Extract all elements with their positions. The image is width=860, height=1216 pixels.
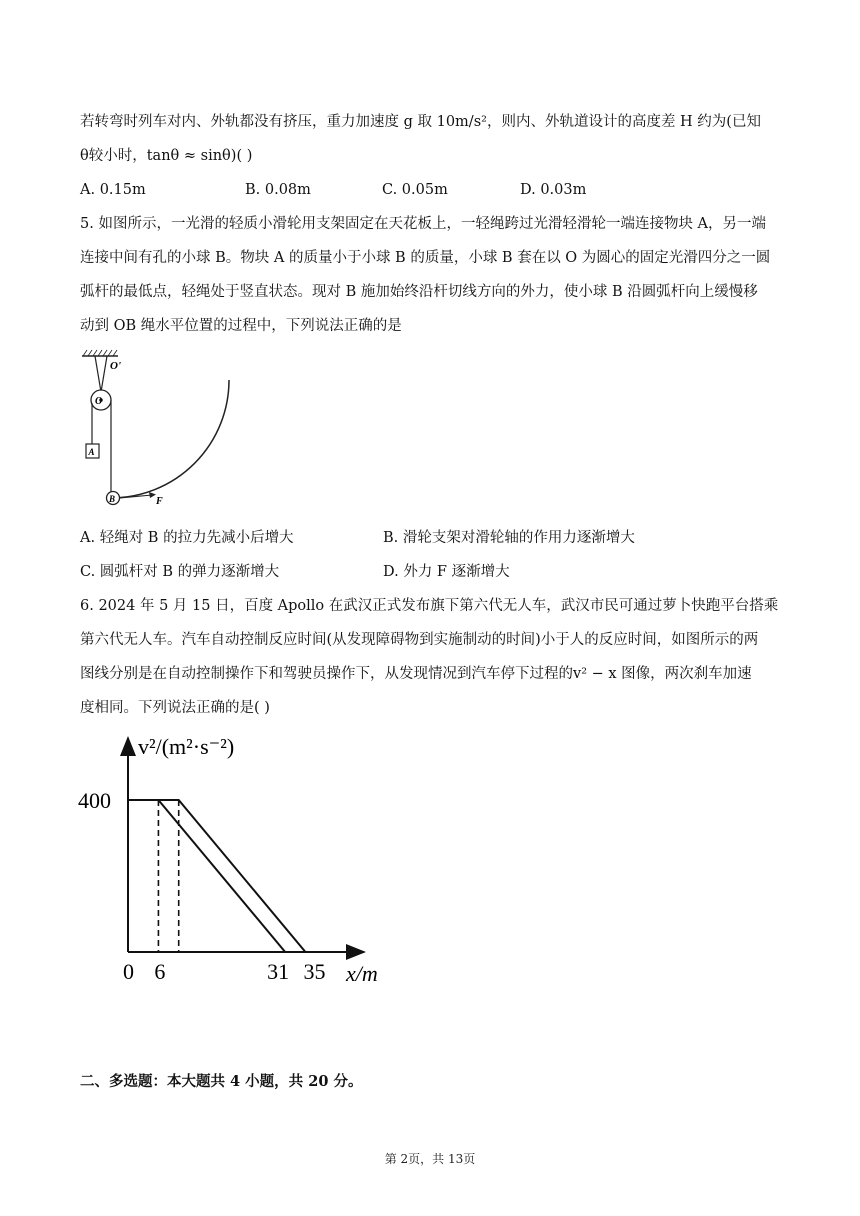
y-axis-label: v²/(m²·s⁻²)	[138, 734, 235, 759]
label-o-prime: O'	[110, 360, 121, 372]
q4-line-1: 若转弯时列车对内、外轨都没有挤压，重力加速度 g 取 10m/s²，则内、外轨道设计的高度差 H 约为(已知	[80, 114, 761, 130]
q4-option-b: B. 0.08m	[245, 182, 311, 198]
x-tick-label-31: 31	[267, 959, 290, 984]
q6-line-4: 度相同。下列说法正确的是( )	[80, 700, 270, 716]
label-a: A	[88, 447, 95, 457]
q4-option-d: D. 0.03m	[520, 182, 587, 198]
x-axis-label: x/m	[346, 961, 378, 986]
q4-option-c: C. 0.05m	[382, 182, 448, 198]
page-footer: 第 2页，共 13页	[384, 1152, 476, 1166]
label-b: B	[109, 494, 116, 504]
q5-line-2: 连接中间有孔的小球 B。物块 A 的质量小于小球 B 的质量，小球 B 套在以 O 为圆心的固定光滑四分之一圆	[80, 250, 771, 266]
q6-line-1: 6. 2024 年 5 月 15 日，百度 Apollo 在武汉正式发布旗下第六代无人车，武汉市民可通过萝卜快跑平台搭乘	[80, 598, 779, 614]
series-line-2	[128, 800, 305, 952]
label-f: F	[156, 496, 163, 507]
q5-option-c: C. 圆弧杆对 B 的弹力逐渐增大	[80, 564, 280, 580]
q5-option-d: D. 外力 F 逐渐增大	[383, 564, 510, 580]
q6-line-3: 图线分别是在自动控制操作下和驾驶员操作下，从发现情况到汽车停下过程的v² − x 图像，两次刹车加速	[80, 666, 752, 682]
x-tick-label-0: 0	[123, 959, 134, 984]
q5-line-4: 动到 OB 绳水平位置的过程中，下列说法正确的是	[80, 318, 402, 334]
q4-option-a: A. 0.15m	[80, 182, 146, 198]
y-tick-label-400: 400	[78, 788, 111, 813]
series-line-1	[128, 800, 285, 952]
q4-line-2: θ较小时，tanθ ≈ sinθ)( )	[80, 148, 253, 164]
q5-option-a: A. 轻绳对 B 的拉力先减小后增大	[80, 530, 294, 546]
section-2-heading: 二、多选题：本大题共 4 小题，共 20 分。	[80, 1073, 363, 1090]
x-tick-label-35: 35	[303, 959, 326, 984]
q6-line-2: 第六代无人车。汽车自动控制反应时间(从发现障碍物到实施制动的时间)小于人的反应时间，如图所示的两	[80, 632, 759, 648]
q5-line-3: 弧杆的最低点，轻绳处于竖直状态。现对 B 施加始终沿杆切线方向的外力，使小球 B 沿圆弧杆向上缓慢移	[80, 284, 758, 300]
q5-figure	[78, 348, 258, 516]
x-tick-label-6: 6	[154, 959, 166, 984]
v2-x-chart	[78, 728, 398, 990]
label-o: O	[95, 396, 103, 407]
q5-option-b: B. 滑轮支架对滑轮轴的作用力逐渐增大	[383, 530, 635, 546]
q5-line-1: 5. 如图所示，一光滑的轻质小滑轮用支架固定在天花板上，一轻绳跨过光滑轻滑轮一端连接物块 A，另一端	[80, 216, 767, 232]
